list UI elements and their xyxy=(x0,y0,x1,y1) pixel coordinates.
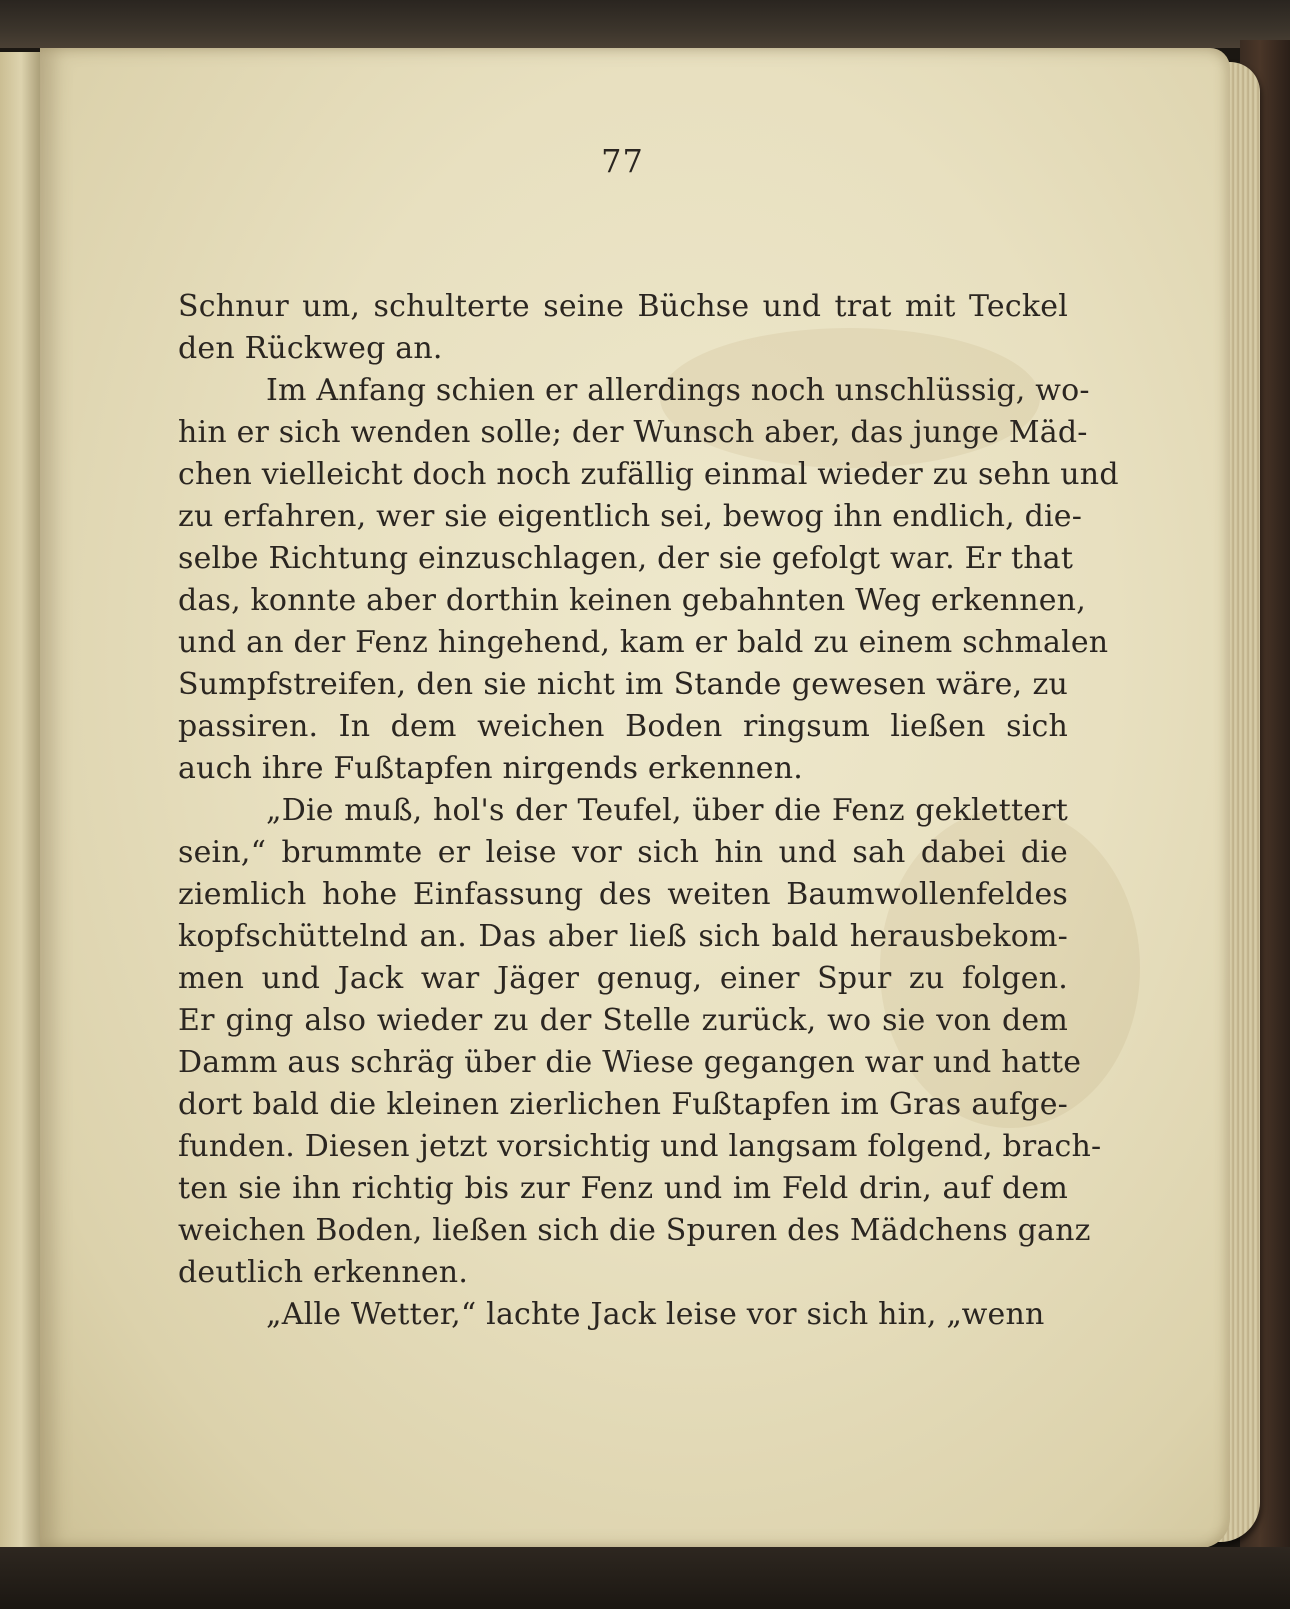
text-line: hin er sich wenden solle; der Wunsch aber, das junge Mäd- xyxy=(178,415,1088,450)
text-line: Im Anfang schien er allerdings noch unschlüssig, wo- xyxy=(266,373,1090,408)
text-line: „Alle Wetter,“ lachte Jack leise vor sich hin, „wenn xyxy=(266,1297,1045,1332)
text-line: „Die muß, hol's der Teufel, über die Fenz geklettert xyxy=(266,793,1068,828)
text-line: deutlich erkennen. xyxy=(178,1255,469,1290)
text-line: das, konnte aber dorthin keinen gebahnten Weg erkennen, xyxy=(178,583,1086,618)
text-line: passiren. In dem weichen Boden ringsum ließen sich xyxy=(178,709,1068,744)
text-line: Schnur um, schulterte seine Büchse und trat mit Teckel xyxy=(178,289,1068,324)
body-text xyxy=(178,286,1119,1336)
text-line: sein,“ brummte er leise vor sich hin und sah dabei die xyxy=(178,835,1068,870)
text-line: zu erfahren, wer sie eigentlich sei, bewog ihn endlich, die- xyxy=(178,499,1083,534)
text-line: dort bald die kleinen zierlichen Fußtapfen im Gras aufge- xyxy=(178,1087,1068,1122)
text-line: kopfschüttelnd an. Das aber ließ sich bald herausbekom- xyxy=(178,919,1068,954)
book-bottom-edge xyxy=(0,1547,1290,1609)
text-line: auch ihre Fußtapfen nirgends erkennen. xyxy=(178,751,804,786)
book-top-edge xyxy=(0,0,1290,48)
facing-page-edge xyxy=(0,52,42,1552)
page-number: 77 xyxy=(601,142,644,180)
text-line: selbe Richtung einzuschlagen, der sie gefolgt war. Er that xyxy=(178,541,1074,576)
text-line: funden. Diesen jetzt vorsichtig und langsam folgend, brach- xyxy=(178,1129,1102,1164)
text-line: Sumpfstreifen, den sie nicht im Stande gewesen wäre, zu xyxy=(178,667,1068,702)
text-line: Damm aus schräg über die Wiese gegangen war und hatte xyxy=(178,1045,1082,1080)
text-line: und an der Fenz hingehend, kam er bald zu einem schmalen xyxy=(178,625,1109,660)
text-line: den Rückweg an. xyxy=(178,331,443,366)
text-line: ten sie ihn richtig bis zur Fenz und im Feld drin, auf dem xyxy=(178,1171,1068,1206)
text-line: men und Jack war Jäger genug, einer Spur zu folgen. xyxy=(178,961,1068,996)
text-line: Er ging also wieder zu der Stelle zurück, wo sie von dem xyxy=(178,1003,1068,1038)
text-line: chen vielleicht doch noch zufällig einmal wieder zu sehn und xyxy=(178,457,1119,492)
text-line: weichen Boden, ließen sich die Spuren des Mädchens ganz xyxy=(178,1213,1091,1248)
text-line: ziemlich hohe Einfassung des weiten Baumwollenfeldes xyxy=(178,877,1068,912)
